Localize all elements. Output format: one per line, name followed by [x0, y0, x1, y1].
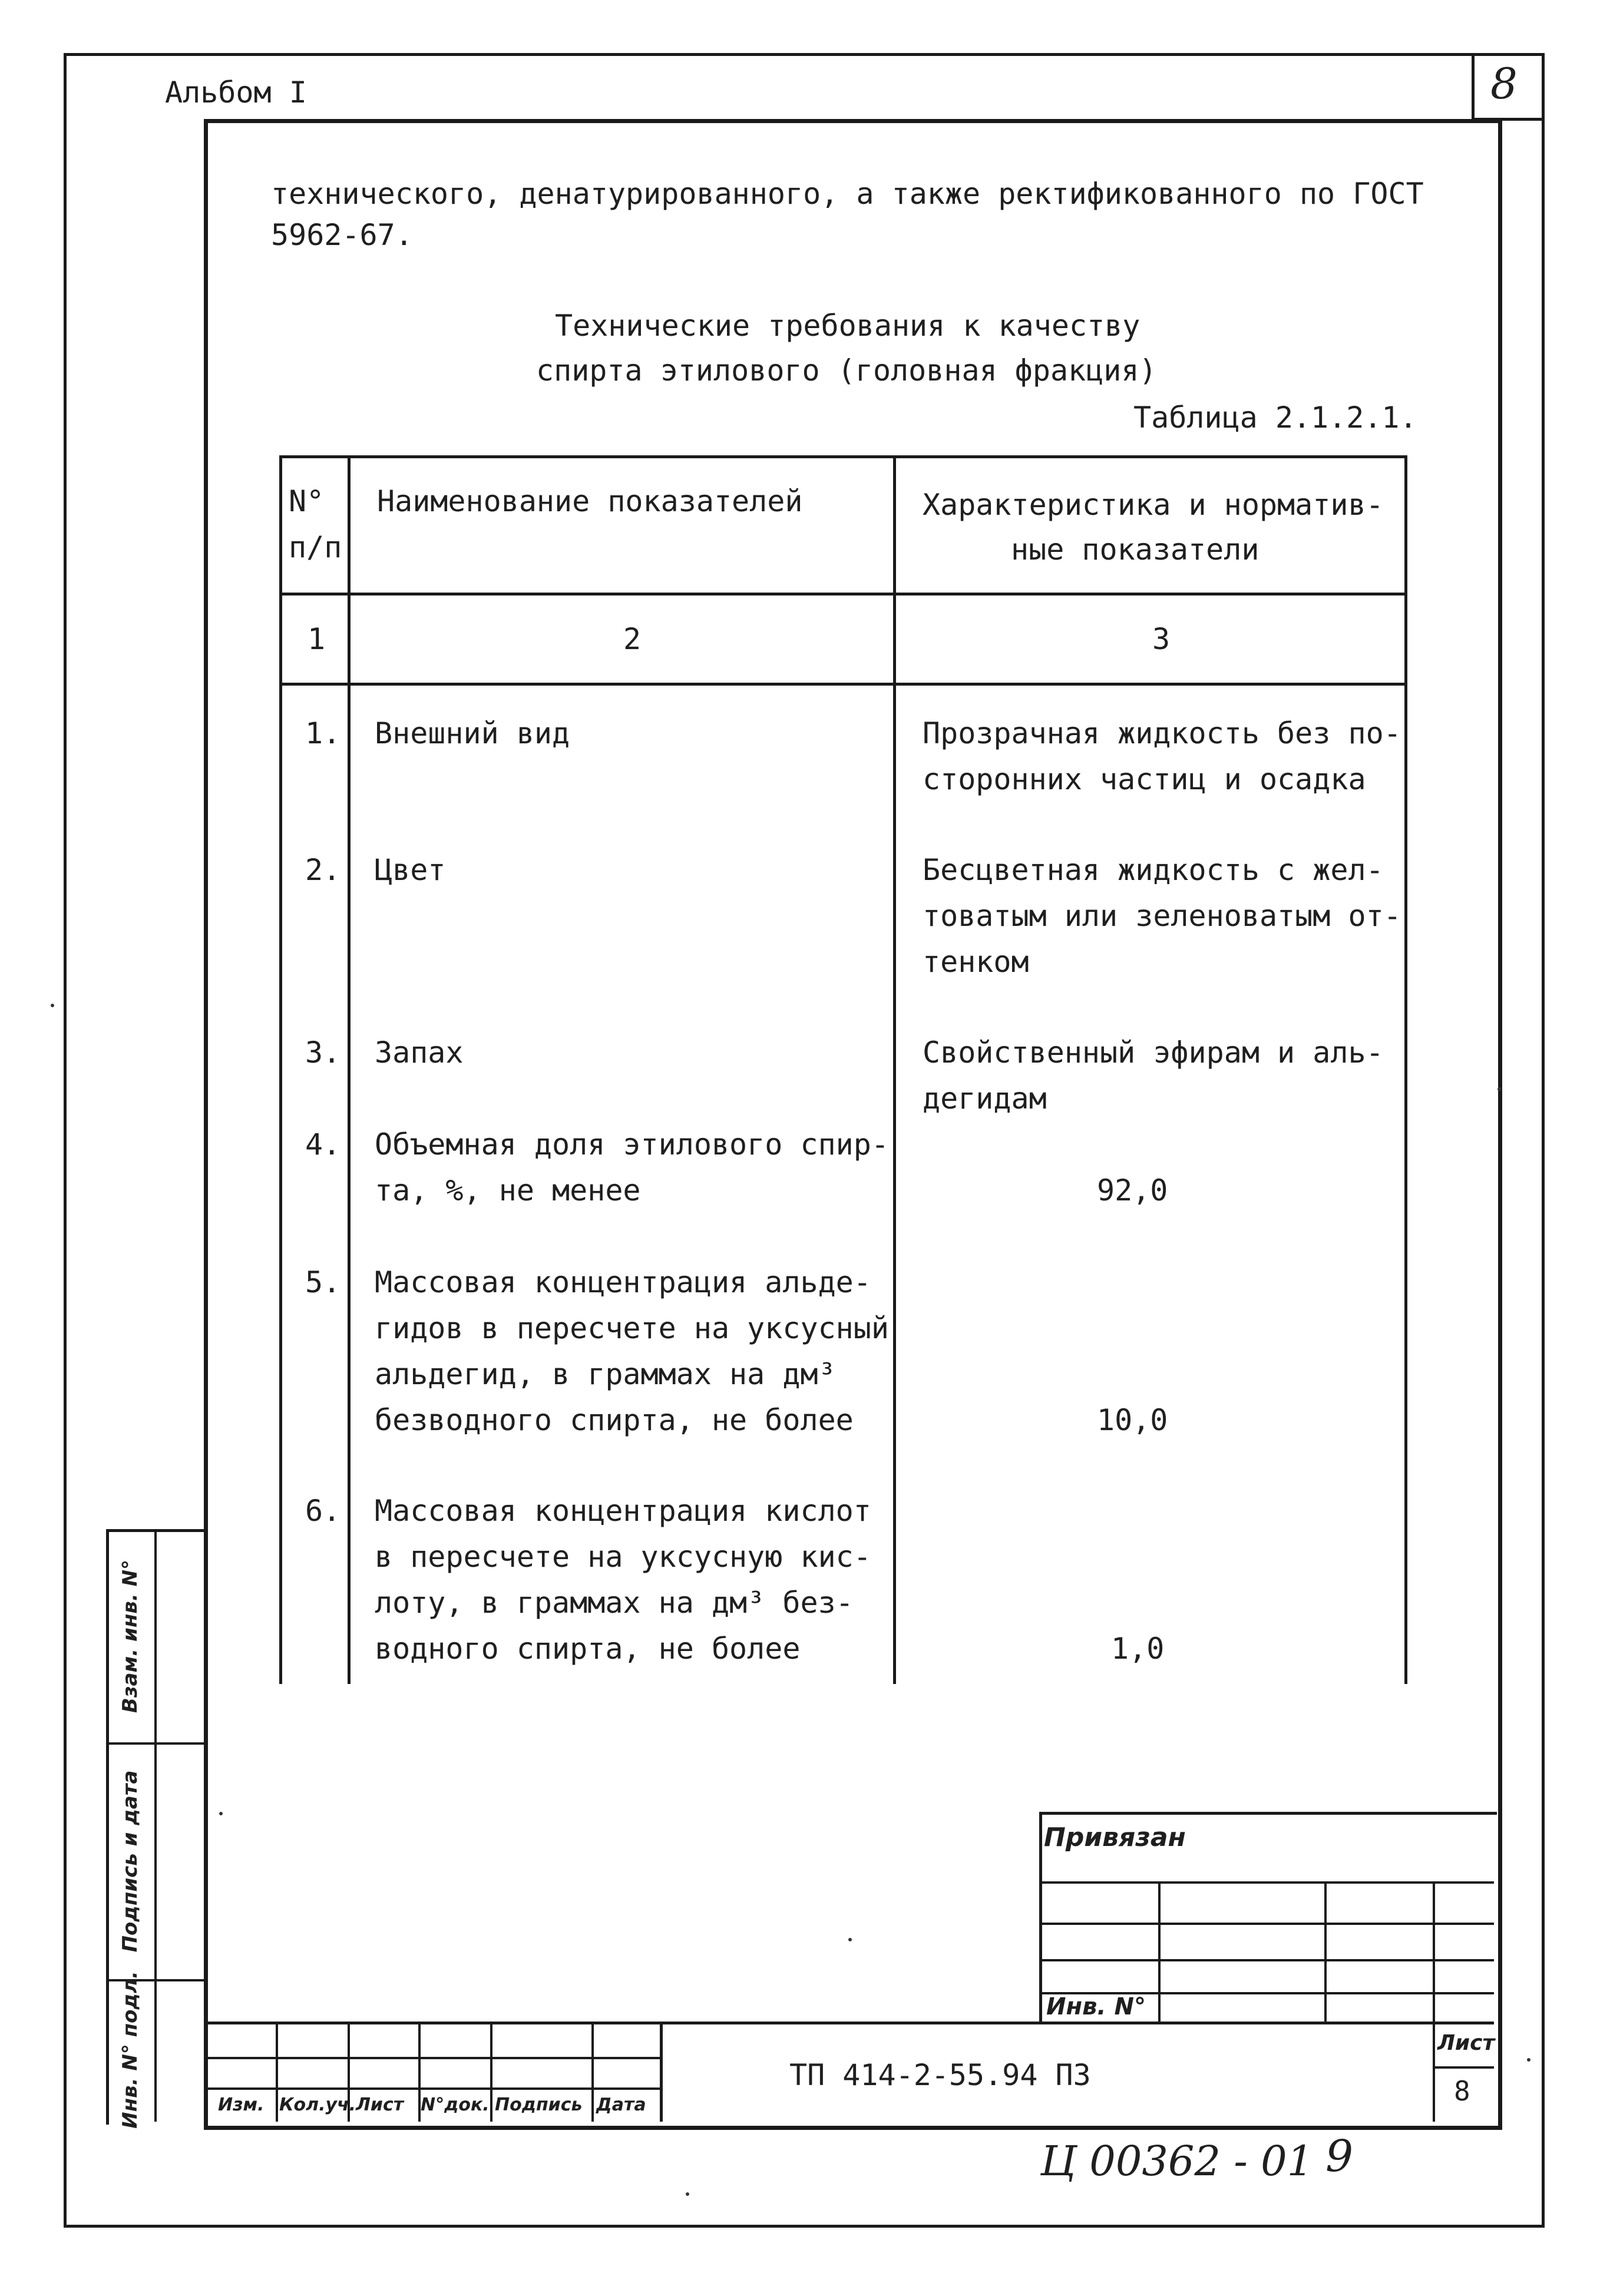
table-top-border: [279, 455, 1407, 458]
scan-speck: [848, 1938, 852, 1941]
tb-label-list: Лист: [356, 2095, 404, 2115]
table-number: Таблица 2.1.2.1.: [1133, 401, 1417, 435]
intro-line-1: технического, денатурированного, а также ректификованного по ГОСТ: [271, 177, 1424, 211]
row1-value-1: Прозрачная жидкость без по-: [923, 716, 1401, 750]
page-corner-number: 8: [1490, 59, 1518, 108]
row1-name: Внешний вид: [375, 716, 570, 750]
side-stamp-label-signature: Подпись и дата: [118, 1770, 142, 1953]
row2-num: 2.: [305, 853, 341, 887]
table-head-border: [279, 593, 1407, 595]
sheet-box-sep: [1433, 2066, 1494, 2069]
row3-value-1: Свойственный эфирам и аль-: [923, 1035, 1384, 1070]
scan-speck: [1497, 1087, 1501, 1091]
row3-num: 3.: [305, 1035, 341, 1070]
side-stamp-sep-1: [106, 1742, 204, 1745]
scan-speck: [686, 2192, 689, 2196]
title-block-grid-divider: [660, 2022, 663, 2122]
sheet-label: Лист: [1437, 2031, 1495, 2055]
table-left-border: [279, 455, 282, 1684]
side-stamp-label-inv: Инв. N° подл.: [118, 1971, 142, 2129]
row2-value-2: товатым или зеленоватым от-: [923, 899, 1401, 933]
table-numbering-border: [279, 683, 1407, 686]
table-col-divider-2: [893, 455, 896, 1684]
numbering-col2: 2: [623, 622, 642, 656]
binding-sep-1: [1039, 1881, 1494, 1884]
table-col-divider-1: [348, 455, 351, 1684]
row2-name: Цвет: [375, 853, 446, 887]
table-title-line-2: спирта этилового (головная фракция): [536, 353, 1157, 388]
row2-value-3: тенком: [923, 945, 1029, 979]
side-stamp-divider: [154, 1529, 157, 2122]
tb-col-4: [490, 2022, 492, 2122]
binding-sep-2: [1039, 1923, 1494, 1925]
tb-col-1: [276, 2022, 278, 2122]
tb-label-signature: Подпись: [495, 2095, 583, 2115]
binding-inv-label: Инв. N°: [1046, 1993, 1146, 2020]
head-col1-line1: N°: [289, 484, 325, 518]
row1-num: 1.: [305, 716, 341, 750]
table-title-line-1: Технические требования к качеству: [555, 309, 1141, 343]
tb-label-date: Дата: [596, 2095, 646, 2115]
row5-name-3: альдегид, в граммах на дм³: [375, 1357, 836, 1391]
head-col2: Наименование показателей: [377, 484, 803, 518]
row5-name-2: гидов в пересчете на уксусный: [375, 1311, 889, 1345]
side-stamp-label-replace: Взам. инв. N°: [118, 1559, 142, 1713]
head-col3-line2: ные показатели: [1011, 532, 1259, 567]
binding-vdiv-3: [1433, 1881, 1435, 2022]
row4-value: 92,0: [1097, 1173, 1168, 1207]
row3-value-2: дегидам: [923, 1081, 1047, 1116]
row4-num: 4.: [305, 1127, 341, 1162]
row1-value-2: сторонних частиц и осадка: [923, 762, 1366, 796]
numbering-col1: 1: [308, 622, 326, 656]
intro-line-2: 5962-67.: [271, 218, 413, 252]
row5-name-4: безводного спирта, не более: [375, 1403, 854, 1437]
album-label: Альбом I: [165, 75, 307, 110]
row6-num: 6.: [305, 1494, 341, 1528]
scan-speck: [51, 1004, 54, 1007]
binding-vdiv-1: [1158, 1881, 1161, 2022]
row4-name-2: та, %, не менее: [375, 1173, 641, 1207]
row6-name-4: водного спирта, не более: [375, 1632, 801, 1666]
handwritten-code: Ц 00362 - 01: [1040, 2137, 1314, 2185]
tb-col-5: [591, 2022, 594, 2122]
head-col1-line2: п/п: [289, 530, 342, 564]
numbering-col3: 3: [1152, 622, 1171, 656]
head-col3-line1: Характеристика и норматив-: [923, 488, 1384, 522]
handwritten-number: 9: [1325, 2131, 1354, 2182]
binding-vdiv-2: [1324, 1881, 1327, 2022]
tb-label-izm: Изм.: [218, 2095, 265, 2115]
row6-value: 1,0: [1111, 1632, 1165, 1666]
row3-name: Запах: [375, 1035, 464, 1070]
row5-name-1: Массовая концентрация альде-: [375, 1265, 871, 1299]
tb-label-kol: Кол.уч.: [279, 2095, 356, 2115]
row5-num: 5.: [305, 1265, 341, 1299]
document-designation: ТП 414-2-55.94 ПЗ: [789, 2058, 1091, 2092]
binding-title: Привязан: [1044, 1822, 1186, 1852]
scan-speck: [219, 1812, 223, 1815]
row4-name-1: Объемная доля этилового спир-: [375, 1127, 889, 1162]
row2-value-1: Бесцветная жидкость с жел-: [923, 853, 1384, 887]
row5-value: 10,0: [1097, 1403, 1168, 1437]
sheet-number: 8: [1454, 2075, 1470, 2107]
row6-name-1: Массовая концентрация кислот: [375, 1494, 871, 1528]
row6-name-2: в пересчете на уксусную кис-: [375, 1540, 871, 1574]
binding-sep-3: [1039, 1959, 1494, 1961]
scan-speck: [1527, 2058, 1530, 2062]
sheet-box-left: [1433, 2022, 1435, 2122]
table-right-border: [1404, 455, 1407, 1684]
tb-label-ndok: N°док.: [421, 2095, 490, 2115]
row6-name-3: лоту, в граммах на дм³ без-: [375, 1586, 854, 1620]
